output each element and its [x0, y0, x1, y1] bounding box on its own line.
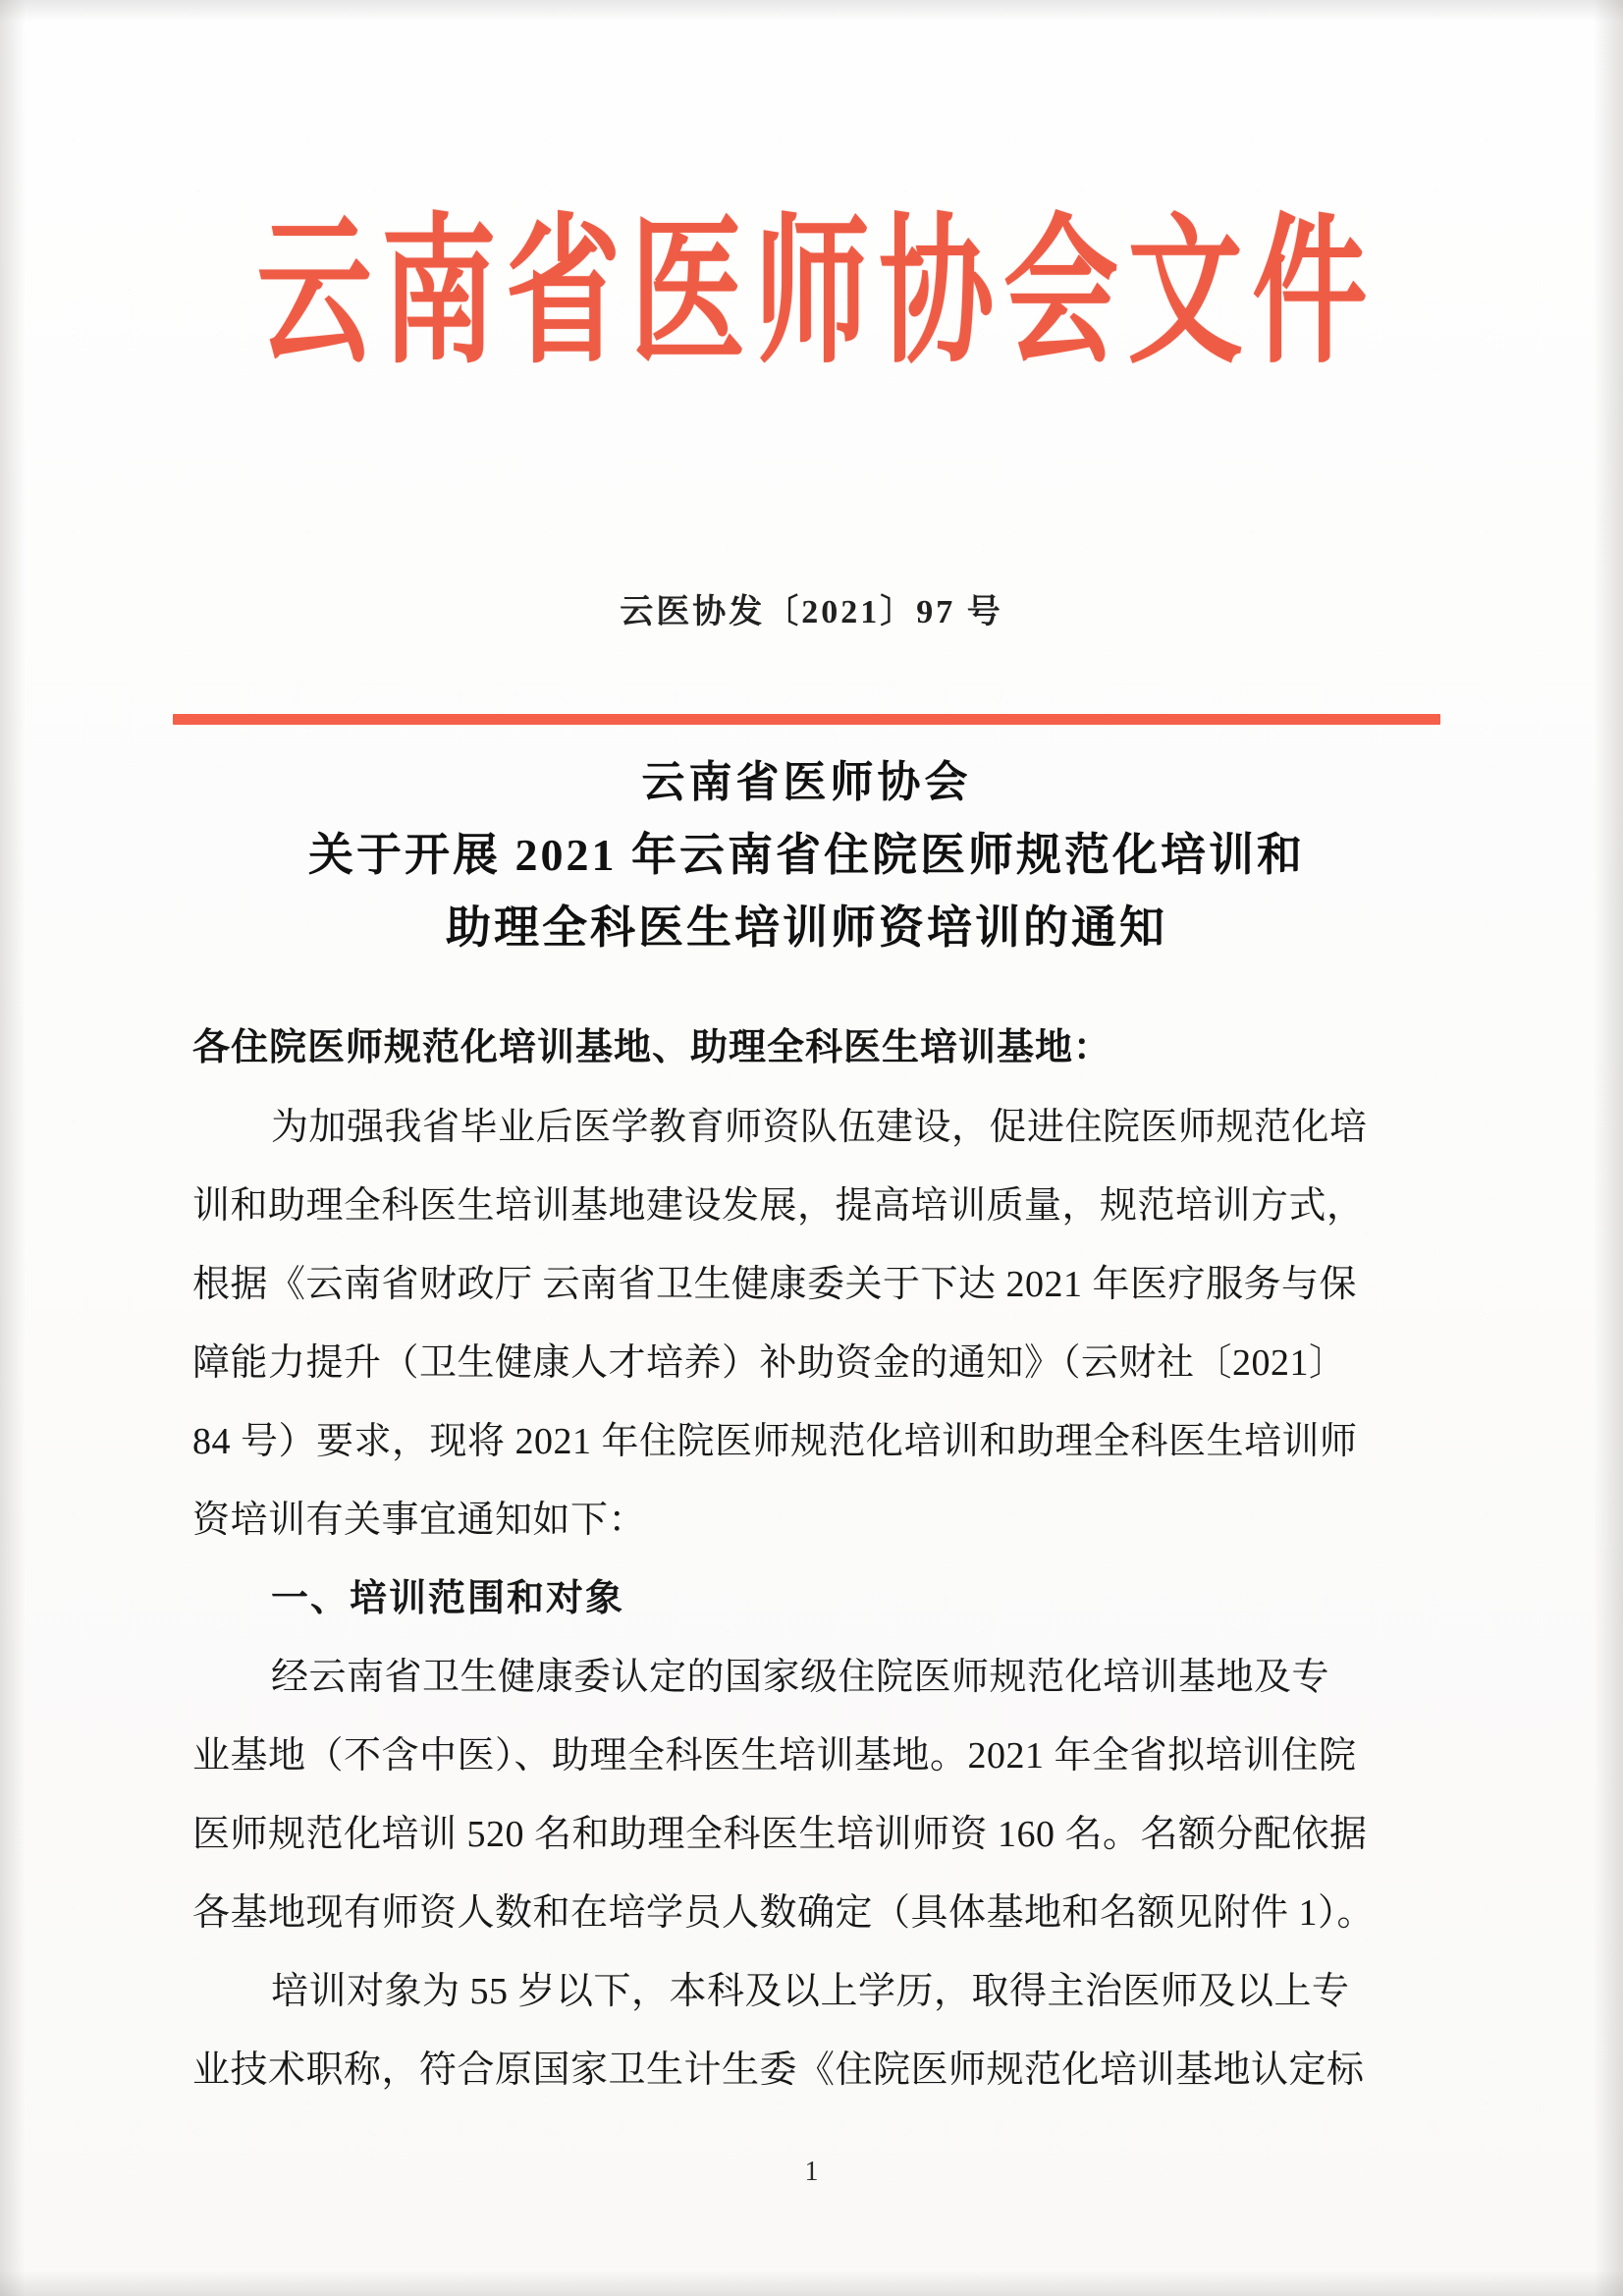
- body-line: 障能力提升（卫生健康人才培养）补助资金的通知》（云财社〔2021〕: [192, 1342, 1347, 1384]
- body-line: 84 号）要求，现将 2021 年住院医师规范化培训和助理全科医生培训师: [192, 1421, 1358, 1462]
- page-number: 1: [804, 2157, 819, 2187]
- title-block: [173, 746, 1440, 964]
- body-line: 经云南省卫生健康委认定的国家级住院医师规范化培训基地及专: [271, 1657, 1330, 1698]
- body-line: 一、培训范围和对象: [271, 1578, 625, 1619]
- body-text: [192, 1088, 1441, 2109]
- masthead: [0, 204, 1623, 383]
- body-line: 培训对象为 55 岁以下，本科及以上学历，取得主治医师及以上专: [271, 1971, 1350, 2012]
- document-number: 云医协发〔2021〕97 号: [620, 594, 1003, 630]
- body-line: 根据《云南省财政厅 云南省卫生健康委关于下达 2021 年医疗服务与保: [192, 1264, 1358, 1305]
- body-line: 为加强我省毕业后医学教育师资队伍建设，促进住院医师规范化培: [271, 1107, 1368, 1148]
- body-line: 资培训有关事宜通知如下：: [192, 1500, 647, 1541]
- document-title-line-1: 关于开展 2021 年云南省住院医师规范化培训和: [308, 830, 1305, 880]
- body-line: 各基地现有师资人数和在培学员人数确定（具体基地和名额见附件 1）。: [192, 1892, 1376, 1934]
- issuing-organization: 云南省医师协会: [641, 758, 972, 806]
- red-separator-rule: [173, 714, 1440, 725]
- masthead-title: 云南省医师协会文件: [256, 204, 1377, 383]
- document-title-line-2: 助理全科医生培训师资培训的通知: [446, 902, 1167, 953]
- body-line: 业基地（不含中医）、助理全科医生培训基地。2021 年全省拟培训住院: [192, 1735, 1357, 1777]
- body-line: 医师规范化培训 520 名和助理全科医生培训师资 160 名。名额分配依据: [192, 1814, 1368, 1855]
- body-line: 业技术职称，符合原国家卫生计生委《住院医师规范化培训基地认定标: [192, 2050, 1365, 2091]
- recipient-line: 各住院医师规范化培训基地、助理全科医生培训基地：: [192, 1027, 1112, 1068]
- body-line: 训和助理全科医生培训基地建设发展，提高培训质量，规范培训方式，: [192, 1185, 1365, 1227]
